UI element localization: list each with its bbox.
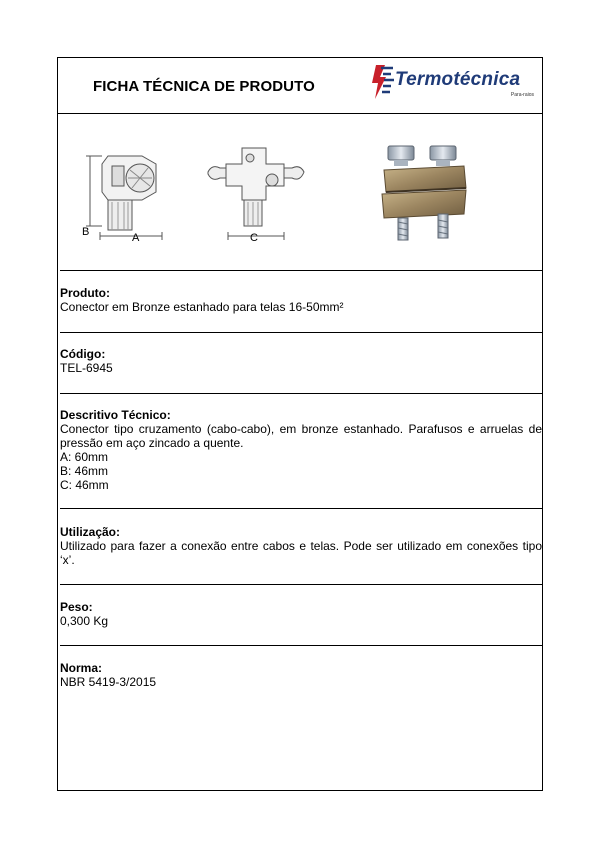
dimension-label-a: A: [132, 232, 140, 244]
section-divider: [60, 270, 542, 271]
lightning-te-logo-icon: [369, 63, 395, 101]
dimension-c: C: 46mm: [60, 478, 109, 492]
section-peso: [60, 600, 542, 628]
section-produto: [60, 286, 542, 314]
datasheet-header: [58, 58, 542, 114]
section-label: Peso:: [60, 600, 93, 614]
brand-name: Termotécnica: [395, 69, 521, 90]
brand-logo: [369, 63, 539, 105]
section-value: Conector em Bronze estanhado para telas 16-50mm²: [60, 300, 344, 314]
bronze-connector-photo-icon: [380, 144, 470, 242]
section-paragraph: Conector tipo cruzamento (cabo-cabo), em bronze estanhado. Parafusos e arruelas de pressão em aço zincado a quente.: [60, 422, 542, 450]
top-view-drawing-icon: [206, 144, 306, 244]
dimension-label-c: C: [250, 232, 258, 244]
dimension-b: B: 46mm: [60, 464, 109, 478]
page-title: FICHA TÉCNICA DE PRODUTO: [93, 78, 315, 95]
section-descritivo: [60, 408, 542, 492]
section-value: TEL-6945: [60, 361, 113, 375]
section-divider: [60, 508, 542, 509]
section-label: Descritivo Técnico:: [60, 408, 171, 422]
dimension-a: A: 60mm: [60, 450, 109, 464]
section-label: Código:: [60, 347, 106, 361]
section-divider: [60, 584, 542, 585]
technical-drawings: [58, 114, 542, 268]
section-value: NBR 5419-3/2015: [60, 675, 157, 689]
product-datasheet: [57, 57, 543, 791]
section-divider: [60, 332, 542, 333]
section-divider: [60, 645, 542, 646]
section-divider: [60, 393, 542, 394]
section-label: Utilização:: [60, 525, 121, 539]
brand-tagline: Para-raios: [510, 92, 534, 98]
section-norma: [60, 661, 542, 689]
section-value: 0,300 Kg: [60, 614, 109, 628]
section-label: Produto:: [60, 286, 110, 300]
section-paragraph: Utilizado para fazer a conexão entre cabos e telas. Pode ser utilizado em conexões tipo ‘x’.: [60, 539, 542, 567]
dimension-label-b: B: [82, 226, 90, 238]
section-label: Norma:: [60, 661, 103, 675]
section-codigo: [60, 347, 542, 375]
section-utilizacao: [60, 525, 542, 567]
side-view-drawing-icon: [78, 144, 186, 244]
